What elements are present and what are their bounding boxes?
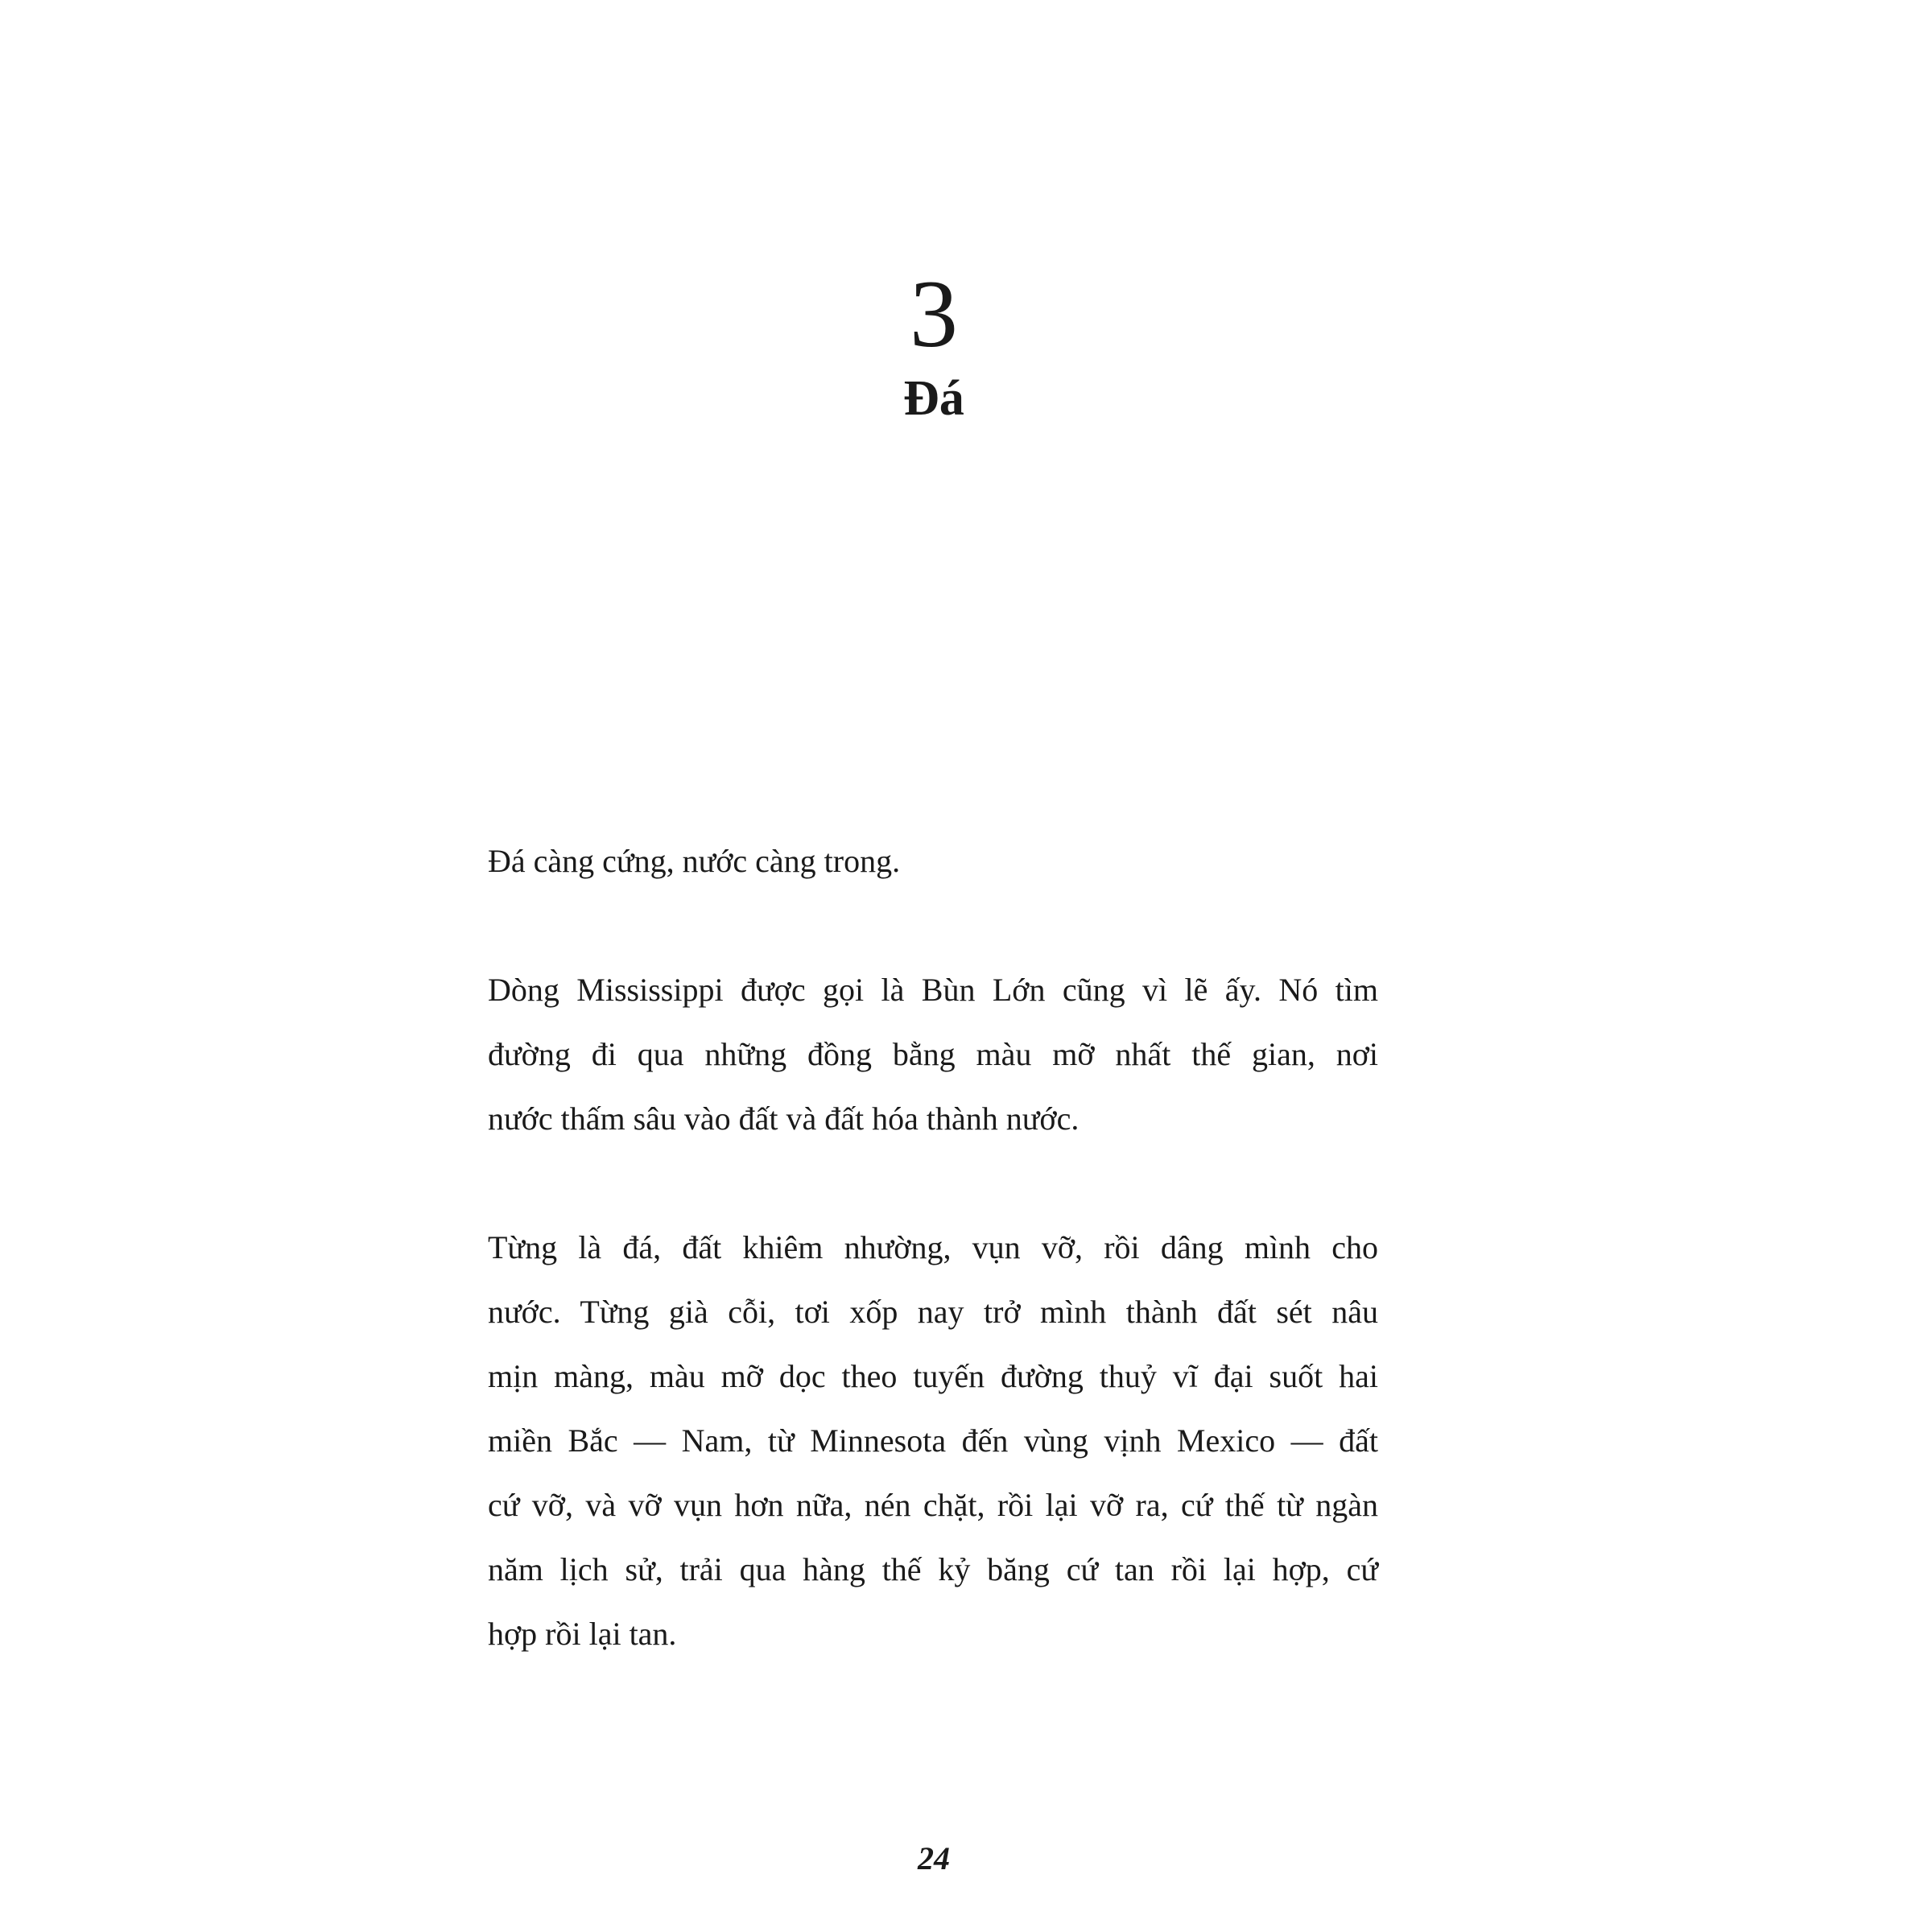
text-line: hợp rồi lại tan. xyxy=(488,1616,677,1652)
text-line: cứ vỡ, và vỡ vụn hơn nữa, nén chặt, rồi lại vỡ ra, cứ thế từ ngàn xyxy=(488,1487,1378,1523)
text-line: năm lịch sử, trải qua hàng thế kỷ băng cứ tan rồi lại hợp, cứ xyxy=(488,1551,1378,1587)
text-line: nước thấm sâu vào đất và đất hóa thành nước. xyxy=(488,1100,1080,1137)
paragraph-3 xyxy=(488,1216,1378,1666)
text-line: nước. Từng già cỗi, tơi xốp nay trở mình thành đất sét nâu xyxy=(488,1294,1378,1330)
text-line: Đá càng cứng, nước càng trong. xyxy=(488,843,901,879)
paragraph-1 xyxy=(488,829,1378,894)
body-text xyxy=(488,829,1378,1731)
text-line: đường đi qua những đồng bằng màu mỡ nhất thế gian, nơi xyxy=(488,1036,1378,1072)
chapter-title: Đá xyxy=(903,371,964,426)
text-line: Dòng Mississippi được gọi là Bùn Lớn cũng vì lẽ ấy. Nó tìm xyxy=(488,972,1378,1008)
chapter-number: 3 xyxy=(910,260,958,367)
text-line: Từng là đá, đất khiêm nhường, vụn vỡ, rồi dâng mình cho xyxy=(488,1229,1378,1265)
page-number: 24 xyxy=(918,1840,950,1876)
text-line: miền Bắc — Nam, từ Minnesota đến vùng vịnh Mexico — đất xyxy=(488,1422,1378,1459)
paragraph-2 xyxy=(488,958,1378,1151)
text-line: mịn màng, màu mỡ dọc theo tuyến đường thuỷ vĩ đại suốt hai xyxy=(488,1358,1378,1394)
